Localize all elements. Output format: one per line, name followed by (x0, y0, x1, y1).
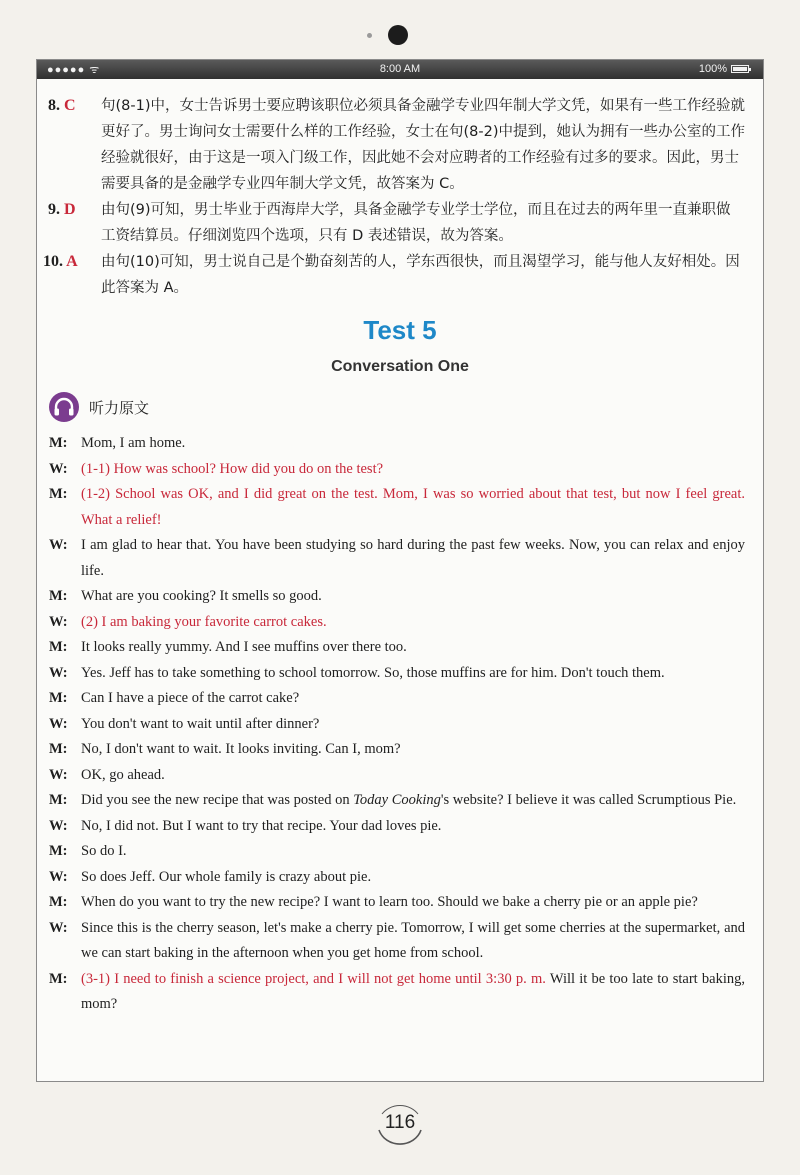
answer-number: 10. A (43, 253, 78, 270)
dialogue-line: W: So does Jeff. Our whole family is crazy about pie. (37, 865, 763, 891)
speaker: M: (49, 741, 68, 757)
dialogue-line: W: No, I did not. But I want to try that recipe. Your dad loves pie. (37, 814, 763, 840)
dialogue-line: M: Can I have a piece of the carrot cake? (37, 686, 763, 712)
answer-item (37, 197, 763, 249)
speaker: W: (49, 613, 68, 630)
conversation-title: Conversation One (331, 358, 469, 375)
speaker: M: (49, 690, 68, 706)
camera-icon (388, 25, 408, 45)
speaker: W: (49, 460, 68, 477)
dialogue-line: M: No, I don't want to wait. It looks inviting. Can I, mom? (37, 737, 763, 763)
dialogue-line: M: It looks really yummy. And I see muffins over there too. (37, 635, 763, 661)
answer-explanation: 由句(10)可知，男士说自己是个勤奋刻苦的人，学东西很快，而且渴望学习，能与他人友好相处。因此答案为 A。 (101, 254, 740, 296)
answer-item (37, 249, 763, 301)
tablet-screen (36, 59, 764, 1082)
battery-icon (731, 65, 749, 73)
speaker: M: (49, 588, 68, 604)
dialogue-line: W: You don't want to wait until after dinner? (37, 712, 763, 738)
dialogue-line: W: OK, go ahead. (37, 763, 763, 789)
signal-icon: ●●●●● ᯤ (47, 64, 101, 76)
speaker: M: (49, 970, 68, 987)
dialogue-line: M: Did you see the new recipe that was posted on Today Cooking's website? I believe it was called Scrumptious Pie. (37, 788, 763, 814)
answer-letter: C (64, 97, 76, 114)
speaker: W: (49, 868, 68, 885)
dialogue-line: M: (3-1) I need to finish a science project, and I will not get home until 3:30 p. m. Will it be too late to start baking, mom? (37, 967, 763, 1018)
camera-sensor (367, 33, 372, 38)
speaker: M: (49, 792, 68, 808)
speaker: W: (49, 766, 68, 783)
answer-item (37, 93, 763, 197)
speaker: M: (49, 639, 68, 655)
battery-percent: 100% (698, 63, 727, 75)
dialogue-line: M: So do I. (37, 839, 763, 865)
answer-explanation: 句(8-1)中，女士告诉男士要应聘该职位必须具备金融学专业四年制大学文凭，如果有一些工作经验就更好了。男士询问女士需要什么样的工作经验，女士在句(8-2)中提到，她认为拥有一些办公室的工作经验就很好，由于这是一项入门级工作，因此她不会对应聘者的工作经验有过多的要求。因此，男士需要具备的是金融学专业四年制大学文凭，故答案为 C。 (101, 98, 745, 192)
dialogue (37, 431, 763, 1018)
answer-explanation: 由句(9)可知，男士毕业于西海岸大学，具备金融学专业学士学位，而且在过去的两年里一直兼职做工资结算员。仔细浏览四个选项，只有 D 表述错误，故为答案。 (101, 202, 731, 244)
answer-number: 8. C (48, 97, 76, 114)
answer-letter: A (66, 253, 78, 270)
section-header (37, 387, 763, 431)
dialogue-line: W: (1-1) How was school? How did you do on the test? (37, 457, 763, 483)
speaker: W: (49, 537, 68, 553)
section-label: 听力原文 (89, 399, 150, 417)
answer-letter: D (64, 201, 76, 218)
website-name: Today Cooking (353, 792, 441, 808)
dialogue-line: M: When do you want to try the new recipe? I want to learn too. Should we bake a cherry pie or an apple pie? (37, 890, 763, 916)
battery-status (699, 63, 749, 75)
dialogue-line: W: (2) I am baking your favorite carrot cakes. (37, 610, 763, 636)
dialogue-line: M: (1-2) School was OK, and I did great on the test. Mom, I was so worried about that test, but now I feel great. What a relief! (37, 482, 763, 533)
speaker: M: (49, 486, 68, 502)
page-number: 116 (373, 1100, 427, 1150)
speaker: W: (49, 919, 68, 936)
test-title: Test 5 (363, 315, 437, 345)
status-time: 8:00 AM (379, 63, 421, 75)
speaker: M: (49, 894, 68, 910)
speaker: W: (49, 664, 68, 681)
dialogue-line: W: Since this is the cherry season, let's make a cherry pie. Tomorrow, I will get some cherries at the supermarket, and we can start baking in the afternoon when you get home from school. (37, 916, 763, 967)
dialogue-line: M: What are you cooking? It smells so good. (37, 584, 763, 610)
status-bar (37, 60, 763, 79)
speaker: M: (49, 435, 68, 451)
dialogue-line: W: Yes. Jeff has to take something to school tomorrow. So, those muffins are for him. Don't touch them. (37, 661, 763, 687)
headphones-icon (49, 392, 79, 422)
page-content (37, 93, 763, 1018)
speaker: M: (49, 843, 68, 859)
speaker: W: (49, 715, 68, 732)
speaker: W: (49, 817, 68, 834)
dialogue-line: M: Mom, I am home. (37, 431, 763, 457)
dialogue-line: W: I am glad to hear that. You have been studying so hard during the past few weeks. Now, you can relax and enjoy life. (37, 533, 763, 584)
answer-number: 9. D (48, 201, 76, 218)
